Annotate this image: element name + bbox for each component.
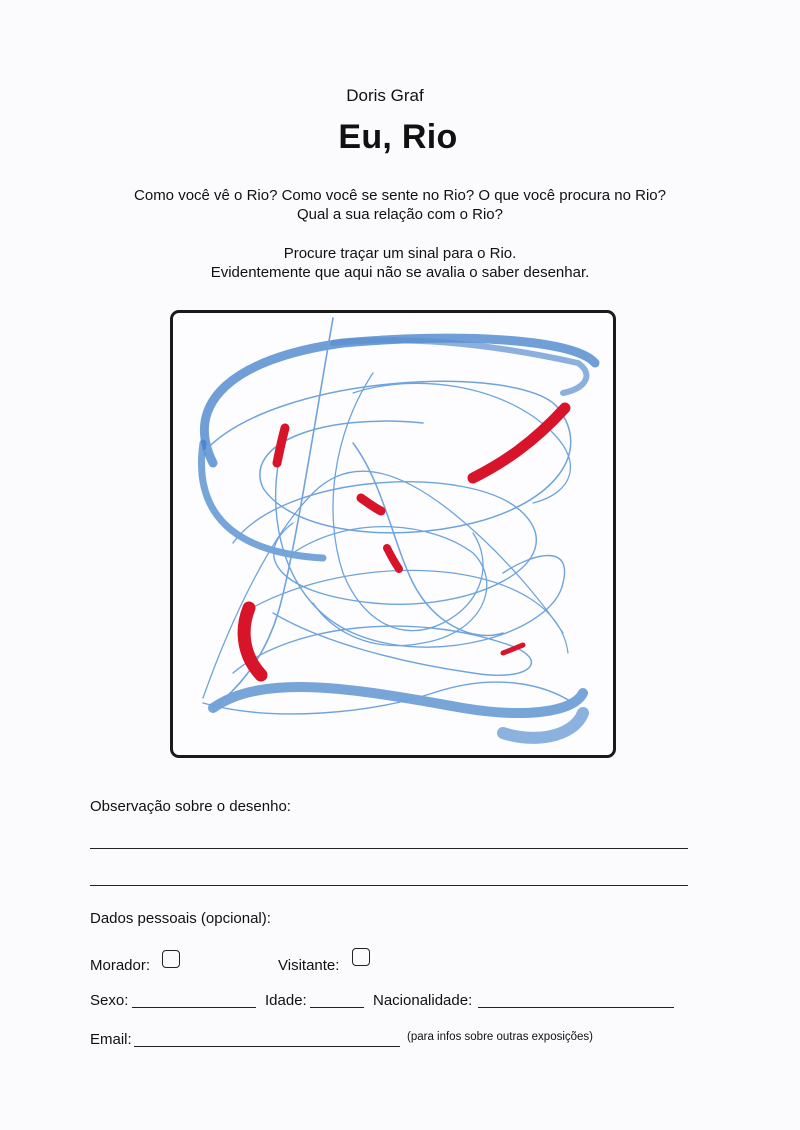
red-stroke bbox=[361, 498, 381, 511]
observation-line-2[interactable] bbox=[90, 885, 688, 886]
drawing-canvas bbox=[173, 313, 613, 755]
drawing-frame[interactable] bbox=[170, 310, 616, 758]
resident-checkbox[interactable] bbox=[162, 950, 180, 968]
red-stroke bbox=[473, 408, 565, 478]
red-stroke bbox=[277, 428, 285, 463]
author-name: Doris Graf bbox=[346, 86, 424, 105]
sex-field[interactable] bbox=[132, 1007, 256, 1008]
light-blue-line bbox=[333, 373, 483, 631]
visitor-checkbox[interactable] bbox=[352, 948, 370, 966]
observation-label: Observação sobre o desenho: bbox=[90, 798, 291, 815]
sex-label: Sexo: bbox=[90, 992, 129, 1009]
nationality-field[interactable] bbox=[478, 1007, 674, 1008]
light-blue-line bbox=[233, 482, 536, 605]
email-label: Email: bbox=[90, 1031, 132, 1048]
blue-stroke bbox=[213, 687, 583, 713]
instruction-line-1: Procure traçar um sinal para o Rio. bbox=[283, 245, 517, 262]
age-field[interactable] bbox=[310, 1007, 364, 1008]
visitor-label: Visitante: bbox=[278, 957, 340, 974]
instruction-line-2: Evidentemente que aqui não se avalia o saber desenhar. bbox=[210, 264, 590, 281]
page-title: Eu, Rio bbox=[338, 118, 458, 156]
observation-line-1[interactable] bbox=[90, 848, 688, 849]
nationality-label: Nacionalidade: bbox=[373, 992, 473, 1009]
age-label: Idade: bbox=[265, 992, 307, 1009]
red-stroke bbox=[387, 548, 399, 569]
question-line-1: Como você vê o Rio? Como você se sente no Rio? O que você procura no Rio? bbox=[134, 187, 666, 204]
resident-label: Morador: bbox=[90, 957, 151, 974]
blue-stroke bbox=[202, 443, 324, 558]
email-field[interactable] bbox=[134, 1046, 400, 1047]
light-blue-line bbox=[243, 570, 568, 653]
light-blue-line bbox=[276, 443, 565, 647]
red-stroke bbox=[244, 608, 261, 675]
light-blue-line bbox=[353, 383, 570, 503]
personal-data-label: Dados pessoais (opcional): bbox=[90, 910, 271, 927]
email-note: (para infos sobre outras exposições) bbox=[407, 1031, 594, 1043]
question-line-2: Qual a sua relação com o Rio? bbox=[297, 206, 503, 223]
